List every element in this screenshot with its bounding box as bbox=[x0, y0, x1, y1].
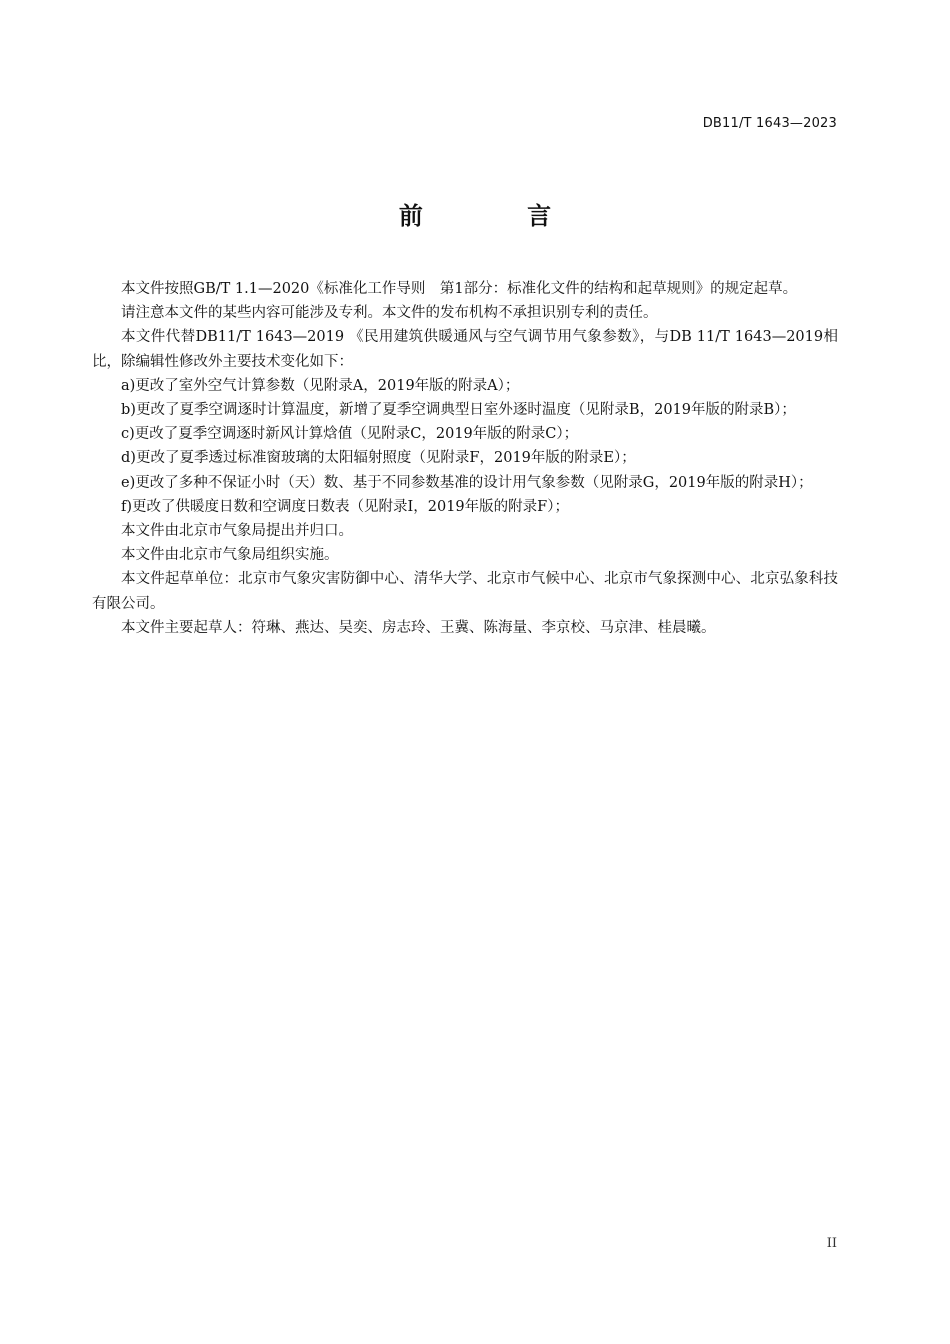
list-item-change-a: a)更改了室外空气计算参数（见附录A，2019年版的附录A）； bbox=[121, 377, 520, 394]
foreword-body bbox=[92, 277, 838, 640]
page-number: II bbox=[826, 1236, 837, 1251]
paragraph-proposer: 本文件由北京市气象局提出并归口。 bbox=[121, 523, 353, 540]
list-item-change-f: f)更改了供暖度日数和空调度日数表（见附录I，2019年版的附录F）； bbox=[121, 498, 569, 515]
list-item-change-d: d)更改了夏季透过标准窗玻璃的太阳辐射照度（见附录F，2019年版的附录E）； bbox=[121, 450, 636, 467]
list-item-change-c: c)更改了夏季空调逐时新风计算焓值（见附录C，2019年版的附录C）； bbox=[121, 426, 579, 443]
paragraph-drafting-units: 本文件起草单位：北京市气象灾害防御中心、清华大学、北京市气候中心、北京市气象探测中心、北京弘象科技有限公司。 bbox=[92, 571, 838, 612]
document-code: DB11/T 1643—2023 bbox=[702, 116, 837, 131]
list-item-change-b: b)更改了夏季空调逐时计算温度，新增了夏季空调典型日室外逐时温度（见附录B，2019年版的附录B）； bbox=[121, 402, 796, 419]
page-title: 前 言 bbox=[398, 202, 600, 230]
paragraph-drafters: 本文件主要起草人：符琳、燕达、吴奕、房志玲、王冀、陈海量、李京校、马京津、桂晨曦。 bbox=[121, 619, 716, 636]
list-item-change-e: e)更改了多种不保证小时（天）数、基于不同参数基准的设计用气象参数（见附录G，2019年版的附录H）； bbox=[121, 474, 813, 491]
paragraph-drafting-rules: 本文件按照GB/T 1.1—2020《标准化工作导则 第1部分：标准化文件的结构和起草规则》的规定起草。 bbox=[121, 281, 798, 297]
paragraph-replacement: 本文件代替DB11/T 1643—2019 《民用建筑供暖通风与空气调节用气象参数》，与DB 11/T 1643—2019相比，除编辑性修改外主要技术变化如下： bbox=[92, 329, 838, 370]
paragraph-implementer: 本文件由北京市气象局组织实施。 bbox=[121, 547, 339, 564]
paragraph-patent-notice: 请注意本文件的某些内容可能涉及专利。本文件的发布机构不承担识别专利的责任。 bbox=[121, 305, 658, 322]
